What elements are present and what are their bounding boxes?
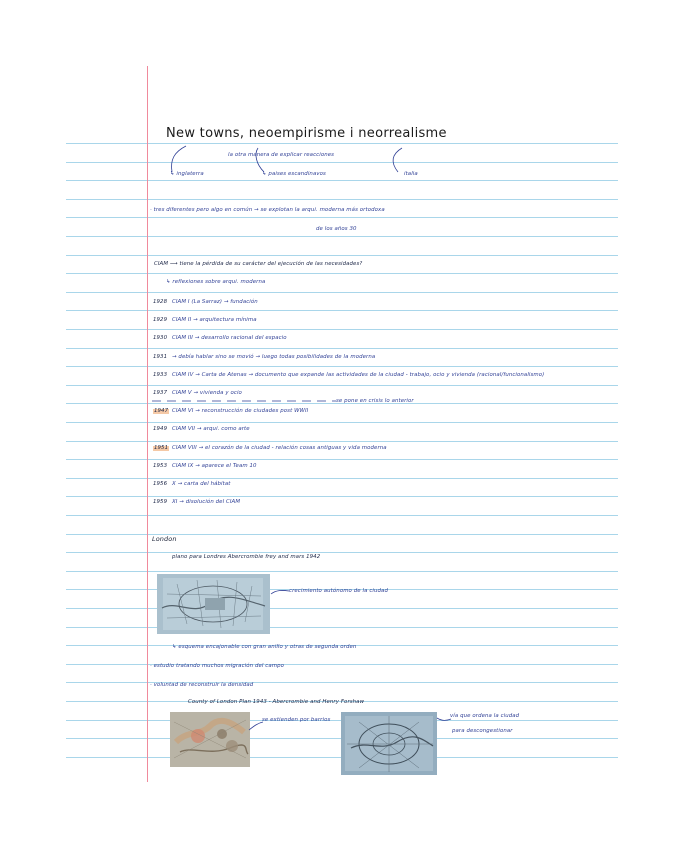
ciam-reflection: ↳ reflexiones sobre arqui. moderna (166, 279, 266, 285)
london-plan-map-image (157, 574, 270, 634)
ciam-year: 1959 (153, 499, 168, 505)
ciam-item-text: CIAM II → arquitectura mínima (172, 317, 257, 323)
scheme-line: ↳ esquema encajonable con gran anillo y otras de segunda orden (172, 644, 357, 650)
ciam-year: 1933 (153, 372, 168, 378)
branch-left-text: ↳ inglaterra (170, 171, 204, 177)
ciam-question: CIAM ⟶ tiene la pérdida de su carácter del ejecución de las necesidades? (154, 261, 363, 267)
ruled-line (66, 627, 618, 628)
ciam-item-text: → debía hablar sino se movió → luego todas posibilidades de la moderna (172, 354, 376, 360)
margin-line (147, 66, 148, 782)
ciam-year: 1930 (153, 335, 168, 341)
branch-center-text: la otra manera de explicar reacciones (228, 152, 335, 158)
map1-pointer (270, 588, 290, 596)
bullet-density: · voluntad de reconstruir la densidad (150, 682, 254, 688)
ruled-line (66, 273, 618, 274)
london-plan-line: plano para Londres Abercrombie frey and mars 1942 (172, 554, 321, 560)
map1-note: crecimiento autónomo de la ciudad (289, 588, 388, 594)
intro-line-2: de los años 30 (316, 226, 357, 232)
ruled-line (66, 459, 618, 460)
ruled-line (66, 515, 618, 516)
ciam-item-text: CIAM V → vivienda y ocio (172, 390, 242, 396)
ciam-item-text: CIAM I (La Sarraz) → fundación (172, 299, 258, 305)
ruled-line (66, 329, 618, 330)
ciam-year: 1928 (153, 299, 168, 305)
ciam-year: 1953 (153, 463, 168, 469)
ruled-line (66, 310, 618, 311)
ruled-line (66, 199, 618, 200)
ruled-line (66, 217, 618, 218)
ciam-year: 1929 (153, 317, 168, 323)
ruled-line (66, 608, 618, 609)
london-heading: London (152, 535, 177, 543)
branch-mid-text: ↳ paises escandinavos (262, 171, 326, 177)
map2-note: se extienden por barrios (262, 717, 331, 723)
page-title: New towns, neoempirisme i neorrealisme (166, 126, 447, 141)
ciam-item-text: X → carta del hábitat (172, 481, 231, 487)
map3-note-1: vía que ordena la ciudad (450, 713, 520, 719)
dashed-line (150, 396, 340, 406)
ruled-line (66, 552, 618, 553)
ruled-line (66, 348, 618, 349)
ciam-year: 1951 (154, 445, 169, 451)
ciam-item-text: CIAM IV → Carta de Atenas → documento que expande las actividades de la ciudad - trabajo, ocio y vivienda (racional/funcionalismo) (172, 372, 545, 378)
ciam-year: 1949 (153, 426, 168, 432)
ruled-line (66, 534, 618, 535)
county-plan-line: County of London Plan 1943 - Abercrombie and Henry Forshaw (188, 699, 365, 705)
ruled-line (66, 441, 618, 442)
county-plan-map-image (170, 712, 250, 767)
bullet-migration: · estudio tratando muchos migración del campo (150, 663, 285, 669)
ruled-line (66, 292, 618, 293)
ruled-line (66, 422, 618, 423)
ruled-line (66, 664, 618, 665)
ciam-year: 1931 (153, 354, 168, 360)
map3-note-2: para descongestionar (452, 728, 513, 734)
ruled-line (66, 478, 618, 479)
ciam-item-text: CIAM VII → arqui. como arte (172, 426, 250, 432)
ciam-item-text: CIAM III → desarrollo racional del espacio (172, 335, 287, 341)
ruled-line (66, 255, 618, 256)
ciam-item-text: CIAM VIII → el corazón de la ciudad - relación cosas antiguas y vida moderna (172, 445, 387, 451)
ciam-item-text: CIAM VI → reconstrucción de ciudades post WWII (172, 408, 309, 414)
ruled-line (66, 571, 618, 572)
ciam-item-text: CIAM IX → aparece el Team 10 (172, 463, 257, 469)
intro-line-1: · tres diferentes pero algo en común → se explotan la arqui. moderna más ortodoxa (150, 207, 385, 213)
ciam-year: 1947 (154, 408, 169, 414)
ruled-line (66, 682, 618, 683)
ruled-line (66, 385, 618, 386)
branch-right-text: italia (404, 171, 418, 177)
ruled-line (66, 496, 618, 497)
ciam-year: 1956 (153, 481, 168, 487)
ciam-year: 1937 (153, 390, 168, 396)
ciam-item-text: XI → disolución del CIAM (172, 499, 241, 505)
ruled-line (66, 366, 618, 367)
ring-road-map-image (341, 712, 437, 775)
ruled-line (66, 236, 618, 237)
ciam-side-note: se pone en crisis lo anterior (336, 398, 414, 404)
